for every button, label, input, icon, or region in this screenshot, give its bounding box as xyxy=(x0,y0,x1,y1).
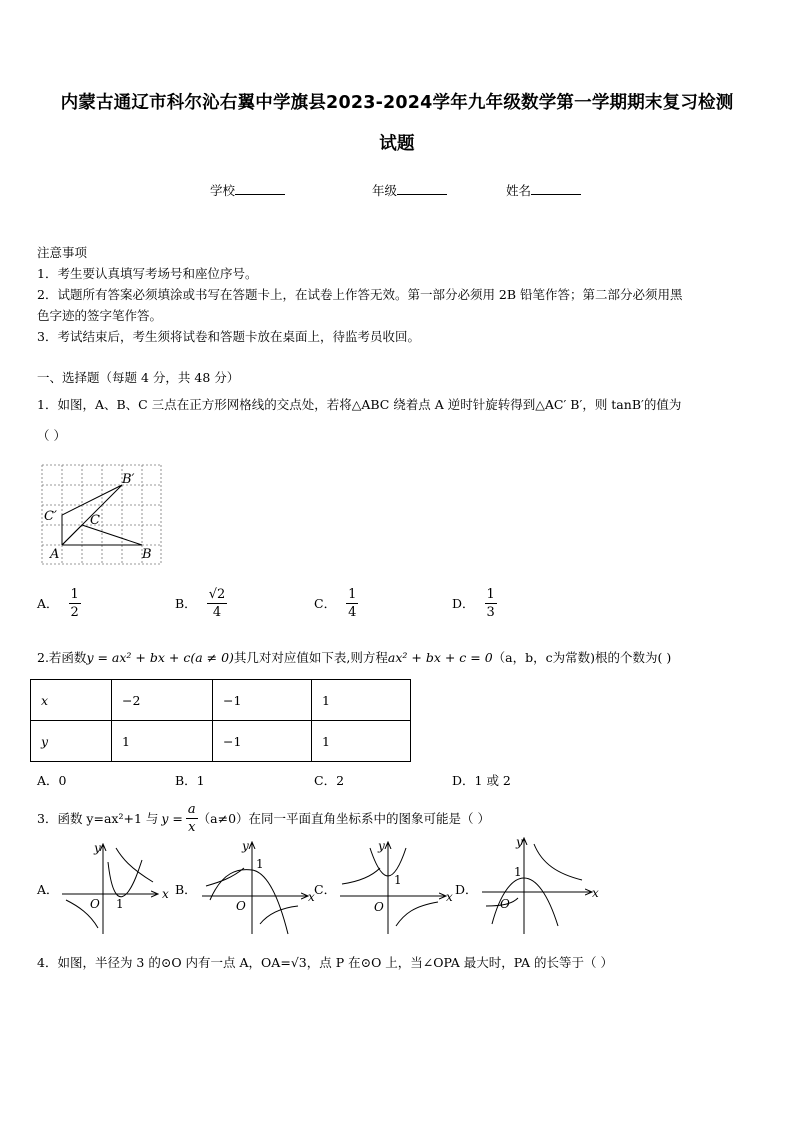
section-heading: 一、选择题（每题 4 分，共 48 分） xyxy=(37,370,240,385)
option-label: A． xyxy=(37,595,59,611)
notice-item-2: 2．试题所有答案必须填涂或书写在答题卡上，在试卷上作答无效。第一部分必须用 2B 铅笔作答；第二部分必须用黑 xyxy=(37,287,683,302)
axis-y-label: y xyxy=(242,839,249,853)
denominator: 4 xyxy=(348,605,357,620)
table-cell: −2 xyxy=(112,680,213,721)
tick-one: 1 xyxy=(514,865,522,879)
option-label: D． xyxy=(452,595,475,611)
notice-item-3: 3．考试结束后，考生须将试卷和答题卡放在桌面上，待监考员收回。 xyxy=(37,329,420,344)
page-title: 内蒙古通辽市科尔沁右翼中学旗县2023-2024学年九年级数学第一学期期末复习检测 xyxy=(60,93,734,113)
axis-x-label: x xyxy=(308,890,315,904)
question-4-text xyxy=(37,955,613,971)
origin-label: O xyxy=(374,900,384,914)
option-label: C． xyxy=(314,595,337,611)
table-row xyxy=(31,680,411,721)
label-a: A xyxy=(50,547,60,562)
q2-option-d[interactable]: D．1 或 2 xyxy=(452,773,511,788)
tick-one: 1 xyxy=(256,857,264,871)
q1-grid-figure xyxy=(38,462,164,568)
q2-option-b[interactable]: B．1 xyxy=(175,773,205,788)
name-label: 姓名 xyxy=(506,183,532,198)
table-row xyxy=(31,721,411,762)
question-2-text xyxy=(37,650,671,666)
q2-option-c[interactable]: C．2 xyxy=(314,773,345,788)
axis-y-label: y xyxy=(94,841,101,855)
denominator: x xyxy=(188,820,196,835)
option-label: B． xyxy=(175,595,197,611)
q1-option-d[interactable] xyxy=(452,588,497,619)
q3-fraction xyxy=(186,803,198,834)
notice-heading: 注意事项 xyxy=(37,245,88,260)
q3-option-b[interactable]: B． xyxy=(175,882,197,897)
table-cell: −1 xyxy=(213,680,312,721)
grade-blank[interactable] xyxy=(397,182,447,195)
table-cell: 1 xyxy=(312,680,411,721)
q1-option-c[interactable] xyxy=(314,588,358,619)
label-c: C xyxy=(90,513,100,528)
school-blank[interactable] xyxy=(235,182,285,195)
q2-mid: 其几对对应值如下表,则方程 xyxy=(233,650,388,665)
origin-label: O xyxy=(90,897,100,911)
q4-prefix: 4．如图，半径为 3 的⊙O 内有一点 A，OA= xyxy=(37,955,291,970)
numerator: 1 xyxy=(348,587,357,602)
table-header-x: x xyxy=(31,680,112,721)
label-b-prime: B′ xyxy=(122,472,135,487)
fraction xyxy=(485,588,497,619)
school-field[interactable] xyxy=(210,182,285,199)
q2-equation: ax² + bx + c = 0 xyxy=(387,650,493,665)
q2-suffix: （a，b，c为常数)根的个数为( ) xyxy=(492,650,672,665)
q3-option-d[interactable]: D． xyxy=(455,882,478,897)
q3-y-eq: y = xyxy=(161,810,183,826)
numerator: a xyxy=(187,802,196,817)
tick-one: 1 xyxy=(116,897,124,911)
origin-label: O xyxy=(236,899,246,913)
axis-x-label: x xyxy=(592,886,599,900)
label-c-prime: C′ xyxy=(44,509,57,524)
q2-function: y = ax² + bx + c(a ≠ 0) xyxy=(86,650,234,665)
table-cell: −1 xyxy=(213,721,312,762)
q1-option-a[interactable] xyxy=(37,588,81,619)
q2-value-table xyxy=(30,679,411,762)
q3-prefix: 3．函数 y=ax²+1 与 xyxy=(37,810,159,826)
table-cell: 1 xyxy=(312,721,411,762)
axis-y-label: y xyxy=(516,835,523,849)
name-blank[interactable] xyxy=(531,182,581,195)
q2-option-a[interactable]: A．0 xyxy=(37,773,67,788)
denominator: 3 xyxy=(486,605,495,620)
axis-x-label: x xyxy=(446,890,453,904)
q3-option-a[interactable]: A． xyxy=(37,882,59,897)
origin-label: O xyxy=(500,897,510,911)
tick-one: 1 xyxy=(394,873,402,887)
school-label: 学校 xyxy=(210,183,236,198)
q1-option-b[interactable] xyxy=(175,588,227,619)
page-title-line2: 试题 xyxy=(379,134,415,154)
label-b: B xyxy=(142,547,152,562)
grade-label: 年级 xyxy=(372,183,398,198)
question-1-paren: （ ） xyxy=(37,428,66,443)
axis-x-label: x xyxy=(162,887,169,901)
numerator: 1 xyxy=(70,587,79,602)
notice-item-1: 1．考生要认真填写考场号和座位序号。 xyxy=(37,266,258,281)
q3-option-c[interactable]: C． xyxy=(314,882,337,897)
denominator: 2 xyxy=(70,605,79,620)
table-header-y: y xyxy=(31,721,112,762)
q4-root: √3 xyxy=(290,955,307,970)
fraction xyxy=(69,588,81,619)
fraction xyxy=(207,588,228,619)
question-1-text: 1．如图，A、B、C 三点在正方形网格线的交点处，若将△ABC 绕着点 A 逆时针旋转得到△AC′ B′，则 tanB′的值为 xyxy=(37,397,682,412)
q3-graph-c xyxy=(336,838,456,938)
numerator: √2 xyxy=(208,587,226,602)
q3-suffix: （a≠0）在同一平面直角坐标系中的图象可能是（ ） xyxy=(197,810,491,826)
axis-y-label: y xyxy=(378,839,385,853)
numerator: 1 xyxy=(486,587,495,602)
fraction xyxy=(346,588,358,619)
q4-suffix: ，点 P 在⊙O 上，当∠OPA 最大时，PA 的长等于（ ） xyxy=(306,955,614,970)
q2-prefix: 2.若函数 xyxy=(37,650,87,665)
notice-item-2-cont: 色字迹的签字笔作答。 xyxy=(37,308,163,323)
denominator: 4 xyxy=(212,605,222,620)
question-3-text xyxy=(37,803,490,834)
q3-graph-b xyxy=(198,838,318,938)
q3-graph-a xyxy=(58,838,170,938)
table-cell: 1 xyxy=(112,721,213,762)
name-field[interactable] xyxy=(506,182,581,199)
grade-field[interactable] xyxy=(372,182,447,199)
q3-graph-d xyxy=(478,834,602,938)
